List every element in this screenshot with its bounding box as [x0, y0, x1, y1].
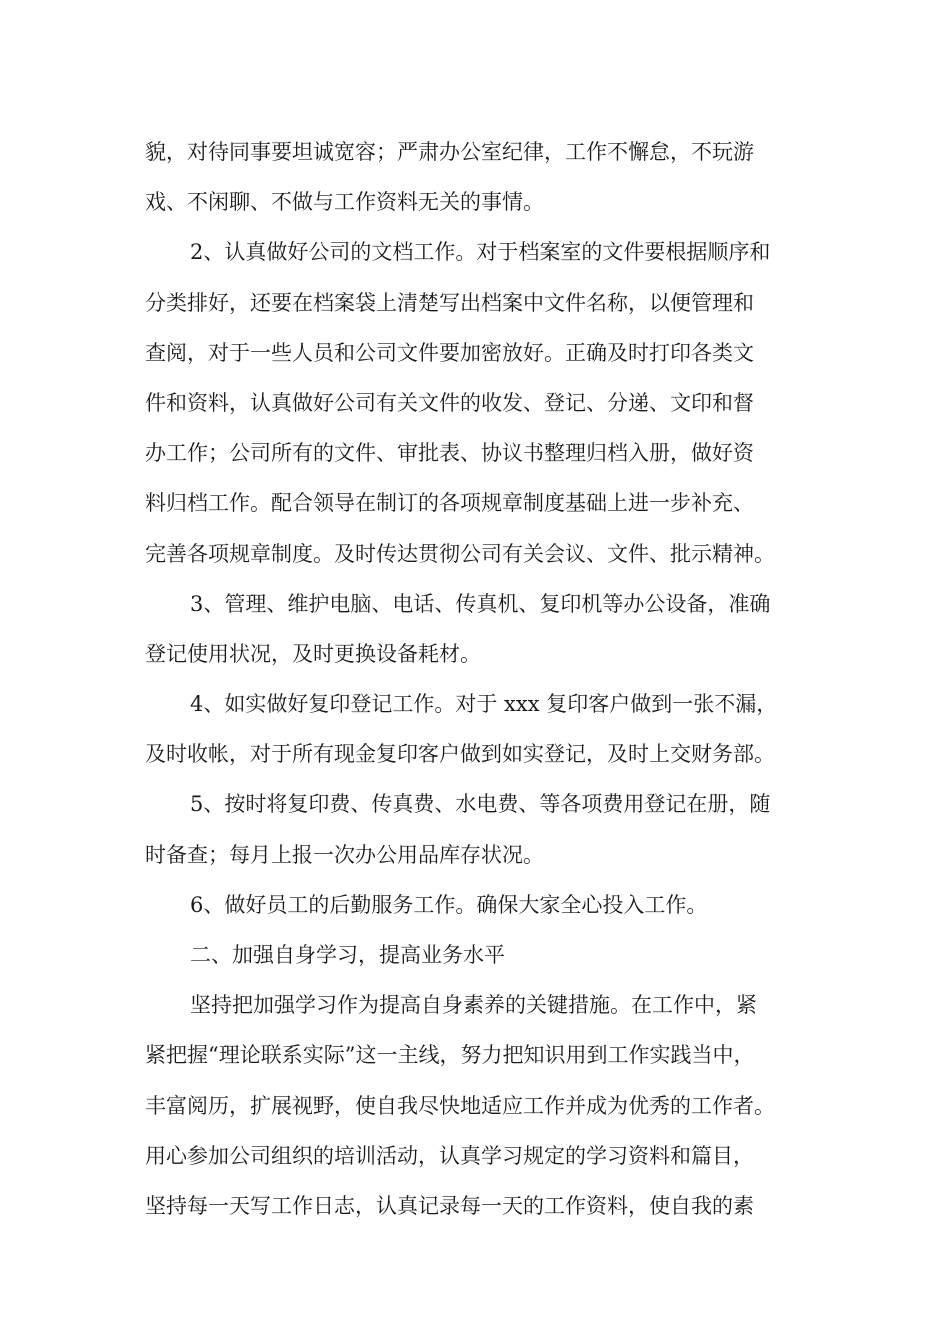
text-line: 戏、不闲聊、不做与工作资料无关的事情。: [145, 190, 544, 215]
text-line: 件和资料，认真做好公司有关文件的收发、登记、分递、文印和督: [145, 390, 754, 415]
text-line: 坚持每一天写工作日志，认真记录每一天的工作资料，使自我的素: [145, 1193, 754, 1218]
text-line: 紧把握“理论联系实际”这一主线，努力把知识用到工作实践当中，: [145, 1043, 755, 1068]
text-line: 查阅，对于一些人员和公司文件要加密放好。正确及时打印各类文: [145, 340, 754, 365]
text-line: 登记使用状况，及时更换设备耗材。: [145, 641, 481, 666]
text-line: 6、做好员工的后勤服务工作。确保大家全心投入工作。: [190, 892, 708, 917]
text-line: 办工作；公司所有的文件、审批表、协议书整理归档入册，做好资: [145, 441, 754, 466]
text-line: 及时收帐，对于所有现金复印客户做到如实登记，及时上交财务部。: [145, 742, 775, 767]
text-line: 用心参加公司组织的培训活动，认真学习规定的学习资料和篇目，: [145, 1143, 754, 1168]
text-line: 完善各项规章制度。及时传达贯彻公司有关会议、文件、批示精神。: [145, 541, 775, 566]
text-line: 3、管理、维护电脑、电话、传真机、复印机等办公设备，准确: [190, 591, 771, 616]
text-line: 5、按时将复印费、传真费、水电费、等各项费用登记在册，随: [190, 792, 771, 817]
body-text: [145, 127, 817, 1231]
text-line: 4、如实做好复印登记工作。对于 xxx 复印客户做到一张不漏，: [190, 692, 778, 717]
text-line: 坚持把加强学习作为提高自身素养的关键措施。在工作中，紧: [190, 993, 757, 1018]
text-line: 料归档工作。配合领导在制订的各项规章制度基础上进一步补充、: [145, 491, 754, 516]
text-line: 分类排好，还要在档案袋上清楚写出档案中文件名称，以便管理和: [145, 290, 754, 315]
text-line: 丰富阅历，扩展视野，使自我尽快地适应工作并成为优秀的工作者。: [145, 1093, 775, 1118]
text-line: 二、加强自身学习，提高业务水平: [190, 943, 505, 967]
text-line: 时备查；每月上报一次办公用品库存状况。: [145, 842, 544, 867]
text-line: 2、认真做好公司的文档工作。对于档案室的文件要根据顺序和: [190, 240, 771, 265]
text-line: 貌，对待同事要坦诚宽容；严肃办公室纪律，工作不懈怠，不玩游: [145, 140, 754, 164]
